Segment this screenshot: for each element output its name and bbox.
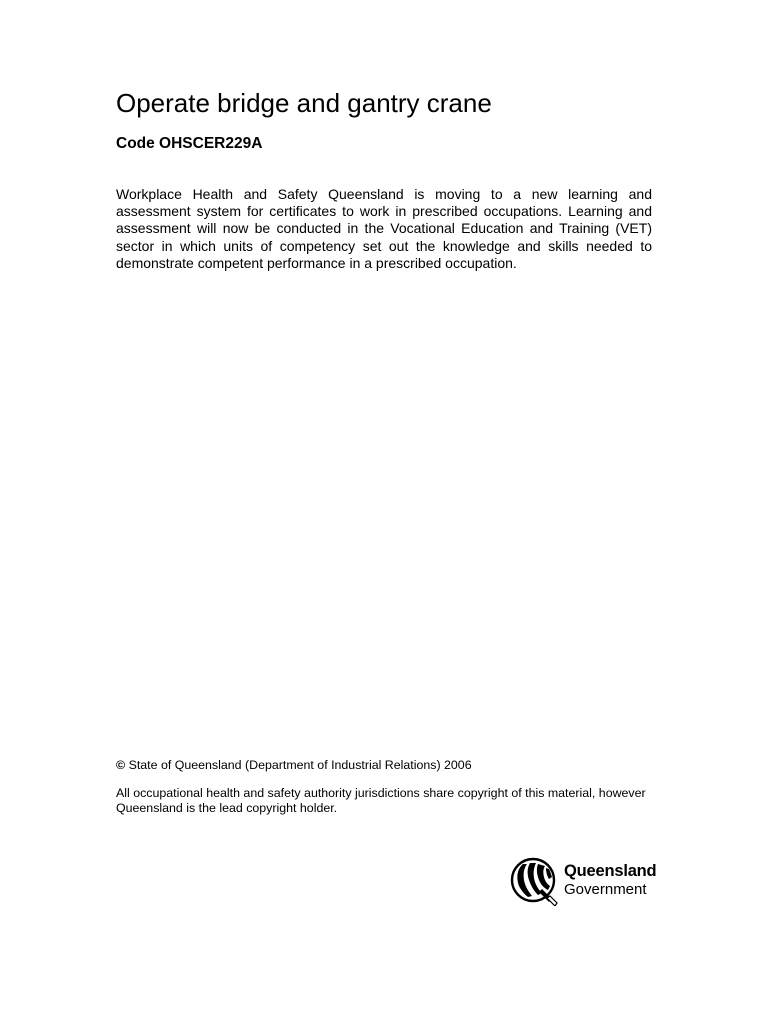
copyright-note: All occupational health and safety authority jurisdictions share copyright of this material, however Queensland is the lead copyright holder.: [116, 786, 646, 815]
copyright-line: [116, 757, 472, 773]
logo-name: Queensland: [564, 862, 657, 880]
queensland-government-emblem-icon: [509, 856, 559, 906]
copyright-text: State of Queensland (Department of Industrial Relations) 2006: [125, 758, 472, 772]
copyright-symbol: ©: [116, 758, 126, 772]
logo-subtitle: Government: [564, 881, 647, 898]
page-title: Operate bridge and gantry crane: [116, 88, 492, 118]
unit-code: Code OHSCER229A: [116, 135, 263, 152]
intro-paragraph: Workplace Health and Safety Queensland is moving to a new learning and assessment system for certificates to work in prescribed occupations. Learning and assessment will now be conducted in the Vocational Education and Training (VET) sector in which units of competency set out the knowledge and skills needed to demonstrate competent performance in a prescribed occupation.: [116, 186, 652, 271]
queensland-government-logo: [509, 856, 657, 906]
